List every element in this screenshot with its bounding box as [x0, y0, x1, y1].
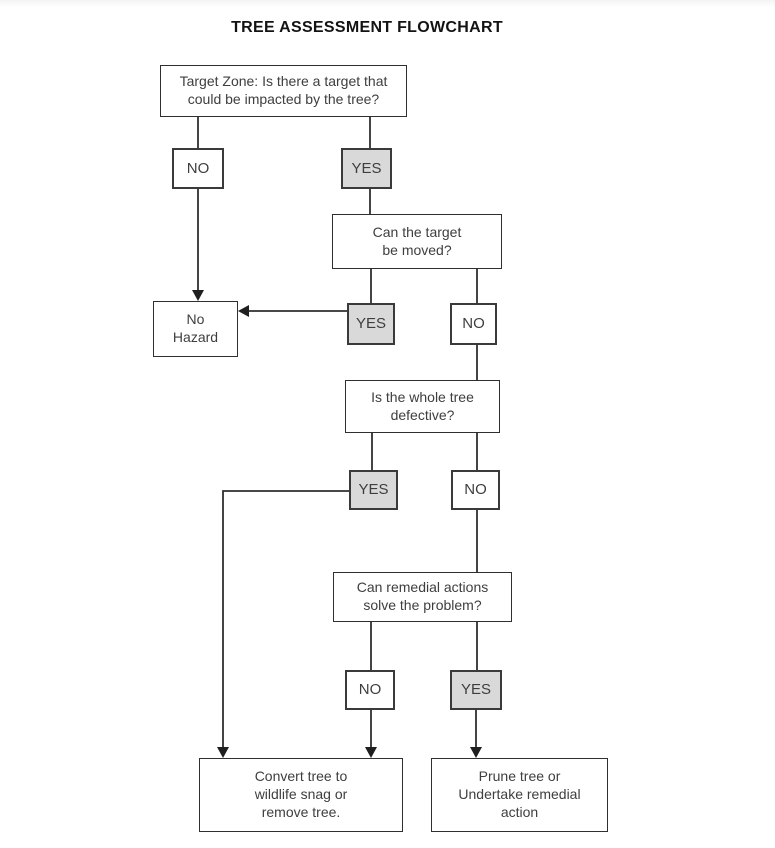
- node-no-hazard-line2: Hazard: [172, 329, 219, 345]
- node-remedial-actions-line1: Can remedial actions: [356, 579, 489, 596]
- decision-no-1-label: NO: [186, 159, 210, 177]
- node-convert-tree-line1: Convert tree to: [254, 768, 348, 785]
- decision-no-2: [450, 303, 497, 345]
- decision-no-2-label: NO: [462, 315, 485, 333]
- node-prune-tree-line1: Prune tree or: [478, 768, 561, 785]
- decision-yes-2-label: YES: [355, 315, 386, 333]
- page-title: TREE ASSESSMENT FLOWCHART: [231, 19, 503, 36]
- decision-yes-1: [341, 148, 392, 189]
- node-remedial-actions-line2: solve the problem?: [363, 597, 482, 613]
- arrowhead-no4-to-convert: [365, 747, 377, 758]
- arrowhead-no1-to-nohazard: [192, 290, 204, 301]
- decision-yes-3: [349, 470, 398, 510]
- decision-no-3-label: NO: [464, 481, 487, 499]
- decision-no-4: [345, 670, 395, 710]
- decision-no-3: [451, 470, 500, 510]
- node-no-hazard: [153, 301, 238, 357]
- node-target-zone-line1: Target Zone: Is there a target that: [179, 73, 388, 90]
- node-target-moved-line2: be moved?: [382, 241, 452, 258]
- node-target-zone: [160, 65, 407, 117]
- decision-no-4-label: NO: [358, 681, 382, 699]
- node-convert-tree: [199, 758, 403, 832]
- node-target-zone-line2: could be impacted by the tree?: [187, 91, 380, 107]
- decision-yes-3-label: YES: [358, 481, 389, 499]
- decision-yes-4-label: YES: [460, 681, 491, 699]
- decision-yes-2: [347, 303, 395, 345]
- node-prune-tree-line3: action: [500, 803, 539, 820]
- node-convert-tree-line3: remove tree.: [261, 803, 341, 820]
- node-convert-tree-line2: wildlife snag or: [254, 786, 348, 803]
- node-target-moved: [332, 214, 502, 269]
- arrowhead-yes2-to-nohazard: [238, 305, 249, 317]
- arrowhead-yes4-to-prune: [470, 747, 482, 758]
- decision-yes-1-label: YES: [351, 159, 382, 177]
- node-prune-tree: [431, 758, 608, 832]
- node-no-hazard-line1: No: [186, 311, 205, 328]
- decision-yes-4: [450, 670, 502, 710]
- node-target-moved-line1: Can the target: [372, 223, 462, 240]
- node-tree-defective: [345, 380, 500, 433]
- decision-no-1: [172, 148, 224, 189]
- node-tree-defective-line2: defective?: [390, 406, 455, 423]
- node-prune-tree-line2: Undertake remedial: [458, 786, 581, 803]
- arrowhead-yes3-to-convert: [217, 747, 229, 758]
- node-tree-defective-line1: Is the whole tree: [371, 388, 474, 405]
- node-remedial-actions: [333, 572, 512, 622]
- connector-yes3-to-convert: [223, 491, 349, 748]
